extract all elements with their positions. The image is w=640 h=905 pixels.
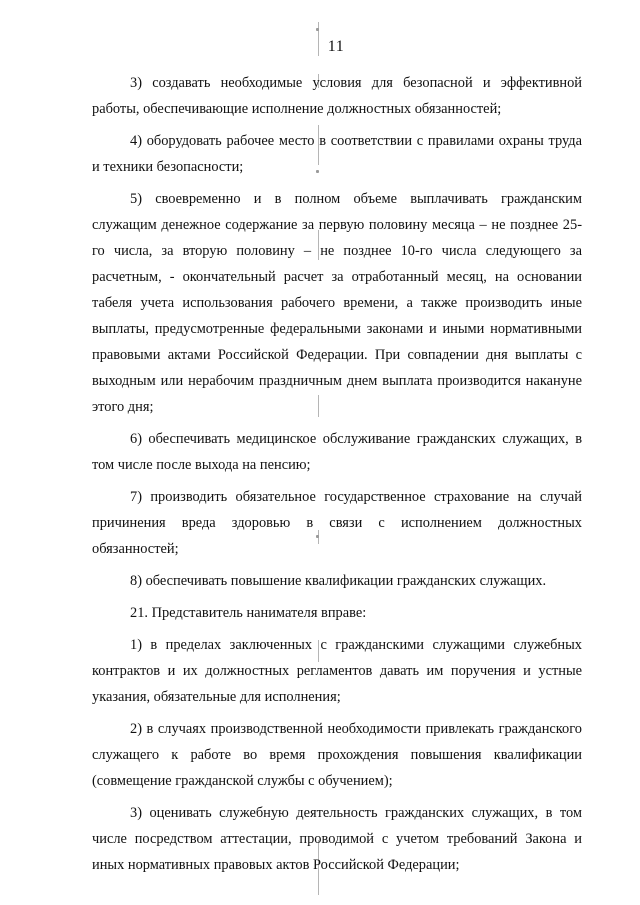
paragraph-right-3: 3) оценивать служебную деятельность гражданских служащих, в том числе посредством аттестации, проводимой с учетом требований Закона и иных нормативных правовых актов Российской Федерации; xyxy=(92,805,582,873)
document-body xyxy=(92,70,582,884)
paragraph-right-2: 2) в случаях производственной необходимости привлекать гражданского служащего к работе во время прохождения повышения квалификации (совмещение гражданской службы с обучением); xyxy=(92,721,582,789)
section-heading-21: 21. Представитель нанимателя вправе: xyxy=(130,605,367,621)
page-number: 11 xyxy=(327,38,345,55)
scan-speck xyxy=(316,28,319,31)
paragraph-item-5: 5) своевременно и в полном объеме выплачивать гражданским служащим денежное содержание за первую половину месяца – не позднее 25-го числа, за вторую половину – не позднее 10-го числа следующего за расчетным, - окончательный расчет за отработанный месяц, на основании табеля учета использования рабочего времени, а также производить иные выплаты, предусмотренные федеральными законами и иными нормативными правовыми актами Российской Федерации. При совпадении дня выплаты с выходным или нерабочим праздничным днем выплата производится накануне этого дня; xyxy=(92,191,582,415)
paragraph-right-1: 1) в пределах заключенных с гражданскими служащими служебных контрактов и их должностных регламентов давать им поручения и устные указания, обязательные для исполнения; xyxy=(92,637,582,705)
paragraph-item-8: 8) обеспечивать повышение квалификации гражданских служащих. xyxy=(130,573,547,589)
paragraph-item-6: 6) обеспечивать медицинское обслуживание гражданских служащих, в том числе после выхода на пенсию; xyxy=(92,431,582,473)
paragraph-item-7: 7) производить обязательное государственное страхование на случай причинения вреда здоровью в связи с исполнением должностных обязанностей; xyxy=(92,489,582,557)
paragraph-item-4: 4) оборудовать рабочее место в соответствии с правилами охраны труда и техники безопасности; xyxy=(92,133,582,175)
paragraph-item-3: 3) создавать необходимые условия для безопасной и эффективной работы, обеспечивающие исполнение должностных обязанностей; xyxy=(92,75,582,117)
